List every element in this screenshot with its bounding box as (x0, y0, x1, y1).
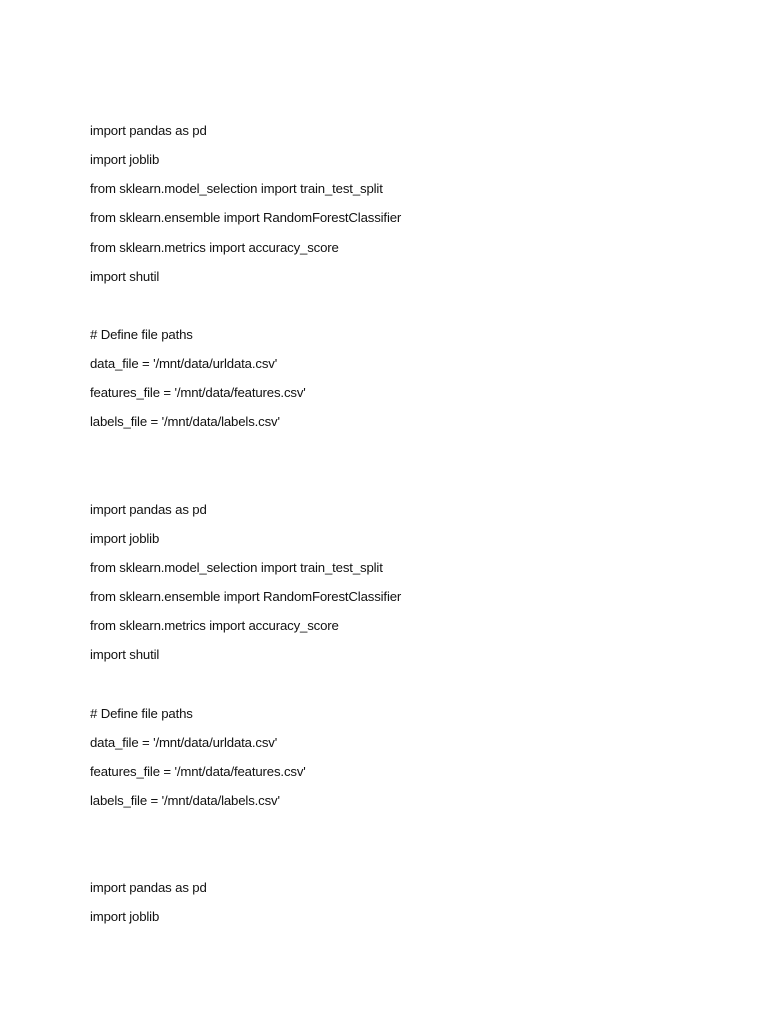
code-line: data_file = '/mnt/data/urldata.csv' (90, 735, 278, 750)
code-line: import pandas as pd (90, 123, 207, 138)
code-line: from sklearn.model_selection import train_test_split (90, 560, 383, 575)
code-line: from sklearn.metrics import accuracy_score (90, 240, 339, 255)
code-line: import shutil (90, 269, 160, 284)
code-line: import joblib (90, 152, 160, 167)
code-line: from sklearn.ensemble import RandomForestClassifier (90, 589, 402, 604)
comment-line: # Define file paths (90, 706, 193, 721)
comment-line: # Define file paths (90, 327, 193, 342)
code-line: import shutil (90, 647, 160, 662)
code-line: labels_file = '/mnt/data/labels.csv' (90, 414, 280, 429)
code-line: features_file = '/mnt/data/features.csv' (90, 385, 306, 400)
code-line: from sklearn.model_selection import train_test_split (90, 181, 383, 196)
code-line: features_file = '/mnt/data/features.csv' (90, 764, 306, 779)
code-line: from sklearn.ensemble import RandomForestClassifier (90, 210, 402, 225)
code-line: labels_file = '/mnt/data/labels.csv' (90, 793, 280, 808)
code-line: import joblib (90, 531, 160, 546)
code-line: from sklearn.metrics import accuracy_score (90, 618, 339, 633)
code-line: data_file = '/mnt/data/urldata.csv' (90, 356, 278, 371)
code-line: import pandas as pd (90, 502, 207, 517)
code-line: import pandas as pd (90, 880, 207, 895)
code-line: import joblib (90, 909, 160, 924)
